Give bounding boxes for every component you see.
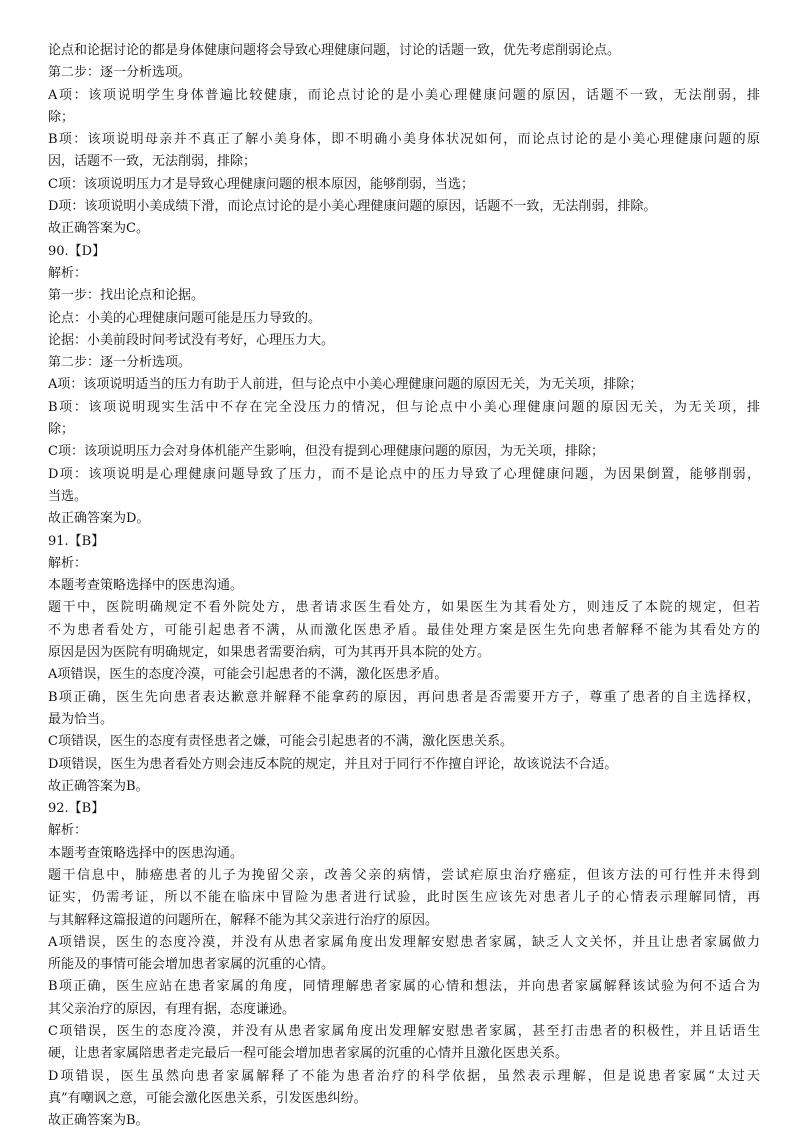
- text-line: 论点：小美的心理健康问题可能是压力导致的。: [48, 310, 322, 326]
- text-line: 当选。: [48, 488, 88, 504]
- text-line: 解析：: [48, 823, 88, 839]
- text-line: D项错误，医生为患者看处方则会违反本院的规定，并且对于同行不作擅自评论，故该说法不合适。: [48, 756, 618, 772]
- text-line: 故正确答案为C。: [48, 221, 149, 237]
- text-line: 硬，让患者家属陪患者走完最后一程可能会增加患者家属的沉重的心情并且激化医患关系。: [48, 1046, 569, 1062]
- text-line: 因，话题不一致，无法削弱，排除；: [48, 154, 257, 170]
- text-line: 本题考查策略选择中的医患沟通。: [48, 578, 244, 594]
- text-line: 解析：: [48, 265, 88, 281]
- text-line: 本题考查策略选择中的医患沟通。: [48, 845, 244, 861]
- text-line: A项：该项说明学生身体普遍比较健康，而论点讨论的是小美心理健康问题的原因，话题不一致，无法削弱，排: [48, 87, 760, 103]
- text-line: 最为恰当。: [48, 711, 114, 727]
- text-line: C项：该项说明压力会对身体机能产生影响，但没有提到心理健康问题的原因，为无关项，排除；: [48, 444, 604, 460]
- text-line: C项错误，医生的态度有责怪患者之嫌，可能会引起患者的不满，激化医患关系。: [48, 734, 513, 750]
- text-line: 第二步：逐一分析选项。: [48, 355, 192, 371]
- text-line: 90.【D】: [48, 243, 106, 259]
- text-line: 与其解释这篇报道的问题所在，解释不能为其父亲进行治疗的原因。: [48, 912, 439, 928]
- text-line: A项错误，医生的态度冷漠，可能会引起患者的不满，激化医患矛盾。: [48, 667, 448, 683]
- text-line: 故正确答案为D。: [48, 511, 150, 527]
- text-line: 论点和论据讨论的都是身体健康问题将会导致心理健康问题，讨论的话题一致，优先考虑削弱论点。: [48, 43, 621, 58]
- text-line: 不为患者看处方，可能引起患者不满，从而激化医患矛盾。最佳处理方案是医生先向患者解释不能为其看处方的: [48, 622, 760, 638]
- text-line: 第二步：逐一分析选项。: [48, 65, 192, 81]
- text-line: 92.【B】: [48, 801, 105, 817]
- text-line: D项：该项说明小美成绩下滑，而论点讨论的是小美心理健康问题的原因，话题不一致，无法削弱，排除。: [48, 199, 657, 215]
- text-line: 故正确答案为B。: [48, 778, 149, 794]
- text-line: 91.【B】: [48, 533, 105, 549]
- text-line: C项：该项说明压力才是导致心理健康问题的根本原因，能够削弱，当选；: [48, 176, 474, 192]
- text-line: 解析：: [48, 555, 88, 571]
- text-line: 证实，仍需考证，所以不能在临床中冒险为患者进行试验，此时医生应该先对患者儿子的心情表示理解同情，再: [48, 890, 760, 906]
- text-line: 原因是因为医院有明确规定，如果患者需要治病，可为其再开具本院的处方。: [48, 645, 491, 661]
- text-line: D项：该项说明是心理健康问题导致了压力，而不是论点中的压力导致了心理健康问题，为因果倒置，能够削弱，: [48, 466, 760, 482]
- text-line: 除；: [48, 422, 75, 438]
- text-line: 论据：小美前段时间考试没有考好，心理压力大。: [48, 332, 335, 348]
- text-line: A项错误，医生的态度冷漠，并没有从患者家属角度出发理解安慰患者家属，缺乏人文关怀，并且让患者家属做力: [48, 934, 760, 950]
- text-line: D项错误，医生虽然向患者家属解释了不能为患者治疗的科学依据，虽然表示理解，但是说患者家属“太过天: [48, 1068, 760, 1084]
- text-line: 所能及的事情可能会增加患者家属的沉重的心情。: [48, 957, 335, 973]
- text-line: 题干信息中，肺癌患者的儿子为挽留父亲，改善父亲的病情，尝试疟原虫治疗癌症，但该方法的可行性并未得到: [48, 867, 760, 883]
- text-line: A项：该项说明适当的压力有助于人前进，但与论点中小美心理健康问题的原因无关，为无关项，排除；: [48, 377, 643, 393]
- text-line: B项：该项说明现实生活中不存在完全没压力的情况，但与论点中小美心理健康问题的原因无关，为无关项，排: [48, 399, 760, 415]
- text-line: 故正确答案为B。: [48, 1113, 149, 1129]
- text-line: 除；: [48, 109, 75, 125]
- text-line: 其父亲治疗的原因，有理有据，态度谦逊。: [48, 1001, 296, 1017]
- text-line: 真”有嘲讽之意，可能会激化医患关系，引发医患纠纷。: [48, 1090, 367, 1106]
- text-line: 第一步：找出论点和论据。: [48, 288, 205, 304]
- text-line: 题干中，医院明确规定不看外院处方，患者请求医生看处方，如果医生为其看处方，则违反了本院的规定，但若: [48, 600, 760, 616]
- text-line: B项正确，医生先向患者表达歉意并解释不能拿药的原因，再问患者是否需要开方子，尊重了患者的自主选择权，: [48, 689, 760, 705]
- text-line: B项：该项说明母亲并不真正了解小美身体，即不明确小美身体状况如何，而论点讨论的是小美心理健康问题的原: [48, 132, 760, 148]
- text-line: B项正确，医生应站在患者家属的角度，同情理解患者家属的心情和想法，并向患者家属解释该试验为何不适合为: [48, 979, 760, 995]
- text-line: C项错误，医生的态度冷漠，并没有从患者家属角度出发理解安慰患者家属，甚至打击患者的积极性，并且话语生: [48, 1024, 760, 1040]
